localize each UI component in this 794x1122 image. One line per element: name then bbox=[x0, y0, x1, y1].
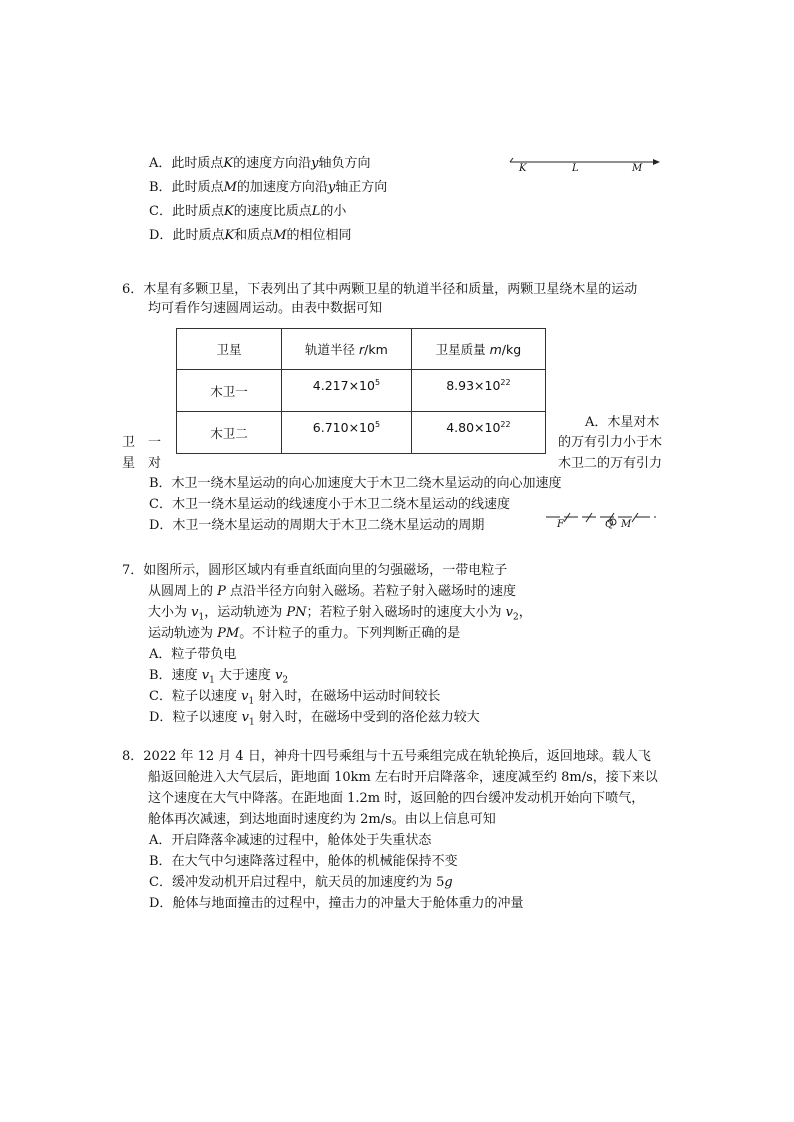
q5-option-c: C．此时质点K的速度比质点L的小 bbox=[149, 204, 347, 219]
q7-option-b: B．速度 $v_1$ 大于速度 $v_2$ bbox=[149, 668, 289, 686]
q8-stem-line-2: 船返回舱进入大气层后，距地面 10km 左右时开启降落伞，速度减至约 8m/s，接下来以 bbox=[148, 770, 658, 785]
q5-option-d: D．此时质点K和质点M的相位相同 bbox=[149, 228, 352, 243]
q8-option-d: D．舱体与地面撞击的过程中，撞击力的冲量大于舱体重力的冲量 bbox=[149, 896, 524, 911]
q5-label-l: L bbox=[572, 163, 579, 174]
table-row bbox=[177, 412, 546, 454]
q8-option-c: C．缓冲发动机开启过程中，航天员的加速度约为 5g bbox=[149, 875, 453, 890]
q6-stray-label-m: M bbox=[621, 519, 632, 530]
x-axis-arrow-icon bbox=[653, 159, 660, 165]
q6-stray-label-q: Q bbox=[605, 519, 614, 530]
table-header-row bbox=[177, 329, 546, 370]
q8-stem-line-4: 舱体再次减速，到达地面时速度约为 2m/s。由以上信息可知 bbox=[148, 812, 496, 827]
table-row bbox=[177, 370, 546, 412]
q6-stem-line-2: 均可看作匀速圆周运动。由表中数据可知 bbox=[148, 301, 383, 316]
q6-stray-label-f: F bbox=[557, 519, 564, 530]
q7-option-c: C．粒子以速度 $v_1$ 射入时，在磁场中运动时间较长 bbox=[149, 689, 441, 707]
q8-stem-line-3: 这个速度在大气中降落。在距地面 1.2m 时，返回舱的四台缓冲发动机开始向下喷气， bbox=[148, 791, 645, 806]
q6-option-a-part-2: 的万有引力小于木 bbox=[558, 435, 663, 450]
q5-label-k: K bbox=[519, 163, 527, 174]
table-cell-mass: $8.93\times 10^{22}$ bbox=[411, 370, 545, 412]
q6-option-a-part-1: A．木星对木 bbox=[585, 415, 660, 430]
q7-stem-line-4: 运动轨迹为 PM。不计粒子的重力。下列判断正确的是 bbox=[148, 626, 461, 641]
table-header-satellite: 卫星 bbox=[177, 329, 282, 370]
q8-option-b: B．在大气中匀速降落过程中，舱体的机械能保持不变 bbox=[149, 854, 458, 869]
q7-stem-line-2: 从圆周上的 P 点沿半径方向射入磁场。若粒子射入磁场时的速度 bbox=[148, 584, 517, 599]
q7-option-d: D．粒子以速度 $v_1$ 射入时，在磁场中受到的洛伦兹力较大 bbox=[149, 710, 480, 728]
table-cell-radius: $6.710\times 10^5$ bbox=[282, 412, 412, 454]
q6-option-d: D．木卫一绕木星运动的周期大于木卫二绕木星运动的周期 bbox=[149, 518, 485, 533]
q5-option-b: B．此时质点M的加速度方向沿y轴正方向 bbox=[149, 180, 388, 195]
q7-stem-line-1: 7．如图所示，圆形区域内有垂直纸面向里的匀强磁场，一带电粒子 bbox=[122, 563, 508, 578]
q6-option-b: B．木卫一绕木星运动的向心加速度大于木卫二绕木星运动的向心加速度 bbox=[149, 476, 562, 491]
q6-wrap-left-2: 星 对 bbox=[122, 456, 162, 471]
q6-option-c: C．木卫一绕木星运动的线速度小于木卫二绕木星运动的线速度 bbox=[149, 497, 510, 512]
q5-option-a: A．此时质点K的速度方向沿y轴负方向 bbox=[149, 156, 371, 171]
q6-stem-line-1: 6．木星有多颗卫星，下表列出了其中两颗卫星的轨道半径和质量，两颗卫星绕木星的运动 bbox=[122, 282, 638, 297]
q6-option-a-part-3: 木卫二的万有引力 bbox=[558, 456, 663, 471]
table-cell-name: 木卫二 bbox=[177, 412, 282, 454]
table-cell-mass: $4.80\times 10^{22}$ bbox=[411, 412, 545, 454]
q5-label-m: M bbox=[632, 163, 643, 174]
table-cell-name: 木卫一 bbox=[177, 370, 282, 412]
q6-wrap-left-1: 卫 一 bbox=[122, 435, 162, 450]
satellite-table bbox=[176, 328, 546, 454]
q8-option-a: A．开启降落伞减速的过程中，舱体处于失重状态 bbox=[149, 833, 432, 848]
table-cell-radius: $4.217\times 10^5$ bbox=[282, 370, 412, 412]
table-header-mass: 卫星质量 m/kg bbox=[411, 329, 545, 370]
q7-stem-line-3: 大小为 $v_1$，运动轨迹为 PN；若粒子射入磁场时的速度大小为 $v_2$， bbox=[148, 605, 532, 623]
table-header-radius: 轨道半径 r/km bbox=[282, 329, 412, 370]
q8-stem-line-1: 8．2022 年 12 月 4 日，神舟十四号乘组与十五号乘组完成在轨轮换后，返回地球。载人飞 bbox=[122, 749, 651, 764]
q7-option-a: A．粒子带负电 bbox=[149, 647, 237, 662]
